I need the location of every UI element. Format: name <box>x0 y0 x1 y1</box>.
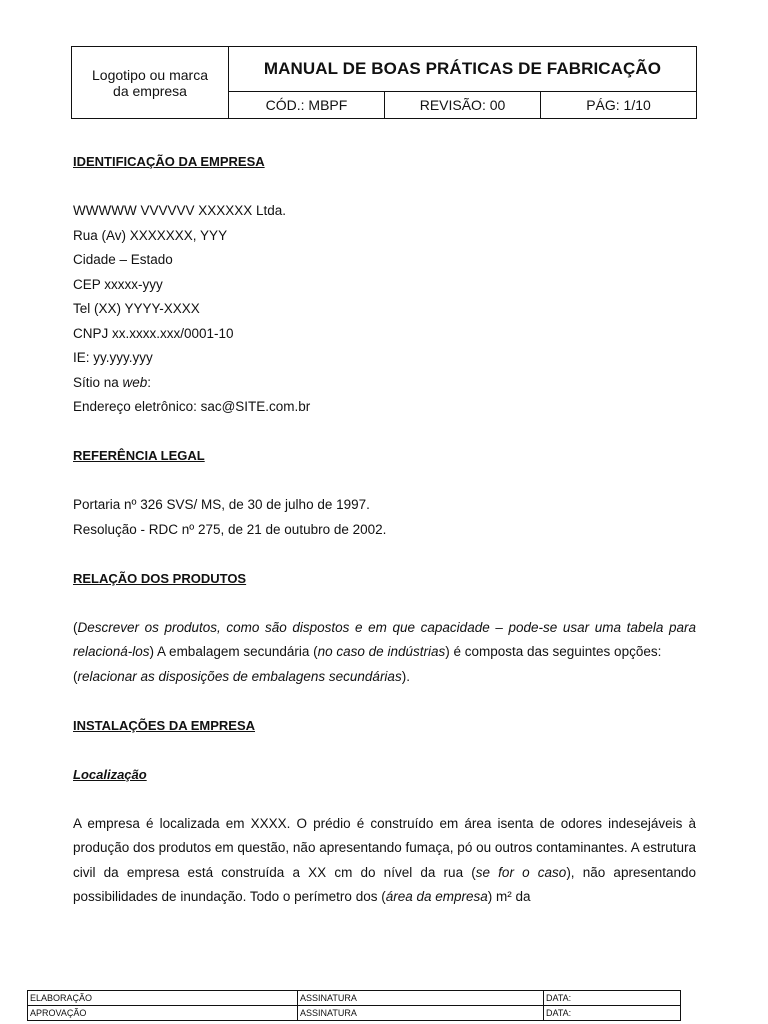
location-paragraph: A empresa é localizada em XXXX. O prédio é construído em área isenta de odores indesejáveis à produção dos produtos em questão, não apresentando fumaça, pó ou outros contaminantes. A estrutura civil da empresa está construída a XX cm do nível da rua (se for o caso), não apresentando possibilidades de inundação. Todo o perímetro dos (área da empresa) m² da <box>73 815 696 904</box>
footer-label: ELABORAÇÃO <box>28 991 298 1006</box>
company-email: Endereço eletrônico: sac@SITE.com.br <box>73 399 311 414</box>
company-name: WWWWW VVVVVV XXXXXX Ltda. <box>73 203 287 218</box>
document-body <box>73 150 696 910</box>
legal-reference-line: Resolução - RDC nº 275, de 21 de outubro de 2002. <box>73 521 387 537</box>
section-heading-company-id: IDENTIFICAÇÃO DA EMPRESA <box>73 154 265 169</box>
company-ie: IE: yy.yyy.yyy <box>73 350 153 365</box>
company-city: Cidade – Estado <box>73 252 173 267</box>
document-header <box>71 46 697 119</box>
logo-text-line2: da empresa <box>113 82 187 99</box>
footer-row-elaboration <box>28 991 681 1006</box>
products-packaging-note: (relacionar as disposições de embalagens secundárias). <box>73 668 410 684</box>
logo-placeholder <box>72 47 229 119</box>
logo-text-line1: Logotipo ou marca <box>92 66 208 83</box>
footer-signature: ASSINATURA <box>298 1006 544 1021</box>
document-code: CÓD.: MBPF <box>229 92 385 119</box>
section-heading-products: RELAÇÃO DOS PRODUTOS <box>73 570 247 586</box>
subsection-heading-location: Localização <box>73 766 147 782</box>
legal-reference-line: Portaria nº 326 SVS/ MS, de 30 de julho de 1997. <box>73 497 370 512</box>
products-paragraph: (Descrever os produtos, como são dispostos e em que capacidade – pode-se usar uma tabela para relacioná-los) A embalagem secundária (no caso de indústrias) é composta das seguintes opções: <box>73 619 696 659</box>
document-title: MANUAL DE BOAS PRÁTICAS DE FABRICAÇÃO <box>229 47 697 92</box>
section-heading-legal: REFERÊNCIA LEGAL <box>73 448 205 463</box>
document-page: PÁG: 1/10 <box>541 92 697 119</box>
document-revision: REVISÃO: 00 <box>385 92 541 119</box>
footer-date: DATA: <box>544 1006 681 1021</box>
company-cnpj: CNPJ xx.xxxx.xxx/0001-10 <box>73 325 234 341</box>
footer-label: APROVAÇÃO <box>28 1006 298 1021</box>
section-heading-facilities: INSTALAÇÕES DA EMPRESA <box>73 717 256 733</box>
company-cep: CEP xxxxx-yyy <box>73 276 163 292</box>
company-address: Rua (Av) XXXXXXX, YYY <box>73 227 228 243</box>
approval-footer <box>27 990 681 1021</box>
company-website: Sítio na web: <box>73 374 152 390</box>
footer-date: DATA: <box>544 991 681 1006</box>
footer-signature: ASSINATURA <box>298 991 544 1006</box>
footer-row-approval <box>28 1006 681 1021</box>
company-phone: Tel (XX) YYYY-XXXX <box>73 301 200 316</box>
